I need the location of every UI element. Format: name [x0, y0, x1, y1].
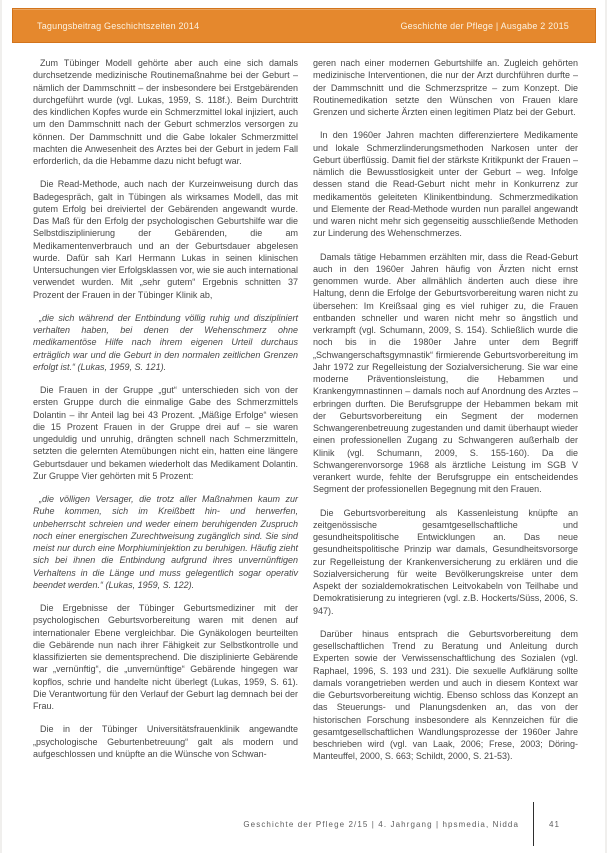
article-body	[33, 57, 579, 774]
page-footer	[243, 800, 575, 848]
body-paragraph: Darüber hinaus entsprach die Geburtsvorbereitung dem gesellschaftlichen Trend zu Beratung und Anleitung durch Experten sowie der Verwissenschaftlichung des Sozialen (vgl. Raphael, 1996, S. 193 und 231). Die sexuelle Aufklärung sollte damals vorangetrieben werden und auch in diesem Kontext war die Geburtsvorbereitung wichtig. Ebenso schloss das Konzept an das Steuerungs- und Planungsdenken an, das von der historischen Forschung insbesondere als Kennzeichen für die gesamtgesellschaftlichen Wandlungsprozesse der 1960er Jahre beschrieben wird (vgl. van Laak, 2006; Frese, 2003; Döring-Manteuffel, 2000, S. 663; Schildt, 2000, S. 21-53).	[313, 628, 578, 762]
body-paragraph: Die Frauen in der Gruppe „gut“ unterschieden sich von der ersten Gruppe durch die einmalige Gabe des Schmerzmittels Dolantin – ihr Anteil lag bei 43 Prozent. „Mäßige Erfolge“ wiesen die 15 Prozent Frauen in der Gruppe drei auf – sie waren ungeduldig und unruhig, drängten schnell nach Schmerzmitteln, setzten die gelernten Atemübungen nicht ein, hatten eine längere Geburtsdauer und bekamen wiederholt das Medikament Dolantin. Zur Gruppe Vier gehörten mit 5 Prozent:	[33, 385, 298, 481]
footer-divider	[533, 802, 534, 846]
body-paragraph: Damals tätige Hebammen erzählten mir, dass die Read-Geburt auch in den 1960er Jahren häufig von Ärzten nicht ernst genommen wurde. Aber allmählich änderten auch diese ihre Haltung, denn die Erfolge der Geburtsvorbereitung waren nicht zu übersehen: Im Kreißsaal ging es viel ruhiger zu, die Frauen entbanden schneller und waren nicht mehr so ängstlich und verkrampft (vgl. Schumann, 2009, S. 154). Schließlich wurde die noch bis in die 1980er Jahre unter dem Begriff „Schwangerschaftsgymnastik“ firmierende Geburtsvorbereitung im Jahr 1972 zur Regelleistung der Sozialversicherung. Sie war eine moderne Präventionsleistung, die Hebammen und Krankengymnastinnen – damals noch auf Anordnung des Arztes – erbringen durften. Die Berufsgruppe der Hebammen bekam mit der Geburtsvorbereitung ein Segment der modernen Schwangerenbetreuung zugestanden und damit überhaupt wieder einen professionellen Zugang zu Schwangeren außerhalb der Klinik (vgl. Schumann, 2009, S. 155-160). Da die Schwangerenvorsorge 1968 als ärztliche Leistung im SGB V verankert wurde, fehlte der Berufsgruppe ein entscheidendes Segment der professionellen Begegnung mit den Frauen.	[313, 251, 578, 495]
right-column	[313, 57, 578, 774]
footer-journal-line: Geschichte der Pflege 2/15 | 4. Jahrgang | hpsmedia, Nidda	[243, 819, 519, 829]
body-paragraph: Die Ergebnisse der Tübinger Geburtsmediziner mit der psychologischen Geburtsvorbereitung waren mit denen auf internationaler Ebene vergleichbar. Die Gynäkologen beurteilten die Gebärende nun nach ihrer Fähigkeit zur Selbstkontrolle und klassifizierten sie dementsprechend. Die disziplinierte Gebärende war „vernünftig“, die „unvernünftige“ Gebärende hingegen war kopflos, schrie und handelte nicht überlegt (Lukas, 1959, S. 61). Die Verantwortung für den Verlauf der Geburt lag demnach bei der Frau.	[33, 603, 298, 711]
body-paragraph: Zum Tübinger Modell gehörte aber auch eine sich damals durchsetzende medizinische Routinemaßnahme bei der Geburt – nämlich der Dammschnitt – der insbesondere bei Erstgebärenden durchgeführt wurde (vgl. Lukas, 1959, S. 118f.). Beim Durchtritt des kindlichen Kopfes wurde ein Schmerzmittel lokal injiziert, auch um den Dammschnitt nach der Geburt schmerzlos versorgen zu können. Der Dammschnitt und die Gabe lokaler Schmerzmittel machten die Anwesenheit des Arztes bei der Geburt in jedem Fall erforderlich, da die Hebamme dazu nicht befugt war.	[33, 58, 298, 166]
quote-paragraph: „die völligen Versager, die trotz aller Maßnahmen kaum zur Ruhe kommen, sich im Kreißbett hin- und herwerfen, unbeherrscht schreien und weder einem beruhigenden Zuspruch noch einer energischen Zurechtweisung zugänglich sind. Sie sind meist nur durch eine Morphiuminjektion zu beruhigen. Häufig zieht sich bei ihnen die Entbindung aufgrund ihres unvernünftigen Verhaltens in die Länge und muss gelegentlich sogar operativ beendet werden.“ (Lukas, 1959, S. 122).	[33, 494, 298, 590]
body-paragraph: Die in der Tübinger Universitätsfrauenklinik angewandte „psychologische Geburtenbetreuung“ galt als modern und aufgeschlossen und knüpfte an die Wünsche von Schwan-	[33, 724, 298, 759]
page-number: 41	[549, 819, 561, 829]
body-paragraph: In den 1960er Jahren machten differenziertere Medikamente und lokale Schmerzlinderungsmethoden Narkosen unter der Geburt überflüssig. Damit fiel der stärkste Kritikpunkt der Frauen – nämlich die Bewusstlosigkeit unter der Geburt – weg. Infolge dessen stand die Read-Geburt nicht mehr in Konkurrenz zur medikamentös geleiteten Klinikentbindung. Schmerzmedikation und Elemente der Read-Methode wurden nun parallel angewandt und waren nicht mehr sich gegenseitig ausschließende Methoden zur Linderung des Wehenschmerzes.	[313, 130, 578, 239]
body-paragraph: Die Geburtsvorbereitung als Kassenleistung knüpfte an zeitgenössische gesamtgesellschaftliche und gesundheitspolitische Entwicklungen an. Das neue gesundheitspolitische Prinzip war damals, Gesundheitsvorsorge zur Regelleistung der Krankenversicherung zu erklären und die Sozialversicherung für weite Bevölkerungskreise unter dem Aspekt der sozialdemokratischen Leitvokabeln von Teilhabe und Demokratisierung zu integrieren (vgl. z.B. Hockerts/Süss, 2006, S. 947).	[313, 507, 578, 616]
left-column	[33, 57, 298, 774]
page-header-bar	[12, 8, 596, 43]
header-left-label: Tagungsbeitrag Geschichtszeiten 2014	[37, 20, 200, 31]
header-right-label: Geschichte der Pflege | Ausgabe 2 2015	[400, 20, 569, 31]
body-paragraph: Die Read-Methode, auch nach der Kurzeinweisung durch das Badegespräch, galt in Tübingen als wirksames Modell, das mit gutem Erfolg bei dreiviertel der Gebärenden angewandt wurde. Das Maß für den Erfolg der psychologischen Geburtshilfe war die Selbstdisziplinierung der Gebärenden, die am Medikamentenverbrauch und an der Geburtsdauer abgelesen wurde. Dafür sah Karl Hermann Lukas in seinen klinischen Untersuchungen vier Erfolgsklassen vor, wie sie auch international verwendet wurden. Mit „sehr gutem“ Ergebnis schnitten 37 Prozent der Frauen in der Tübinger Klinik ab,	[33, 179, 298, 300]
quote-paragraph: „die sich während der Entbindung völlig ruhig und diszipliniert verhalten haben, bei denen der Wehenschmerz ohne medikamentöse Hilfe nach ihrem eigenen Urteil durchaus erträglich war und die Geburt in den normalen zeitlichen Grenzen erfolgt ist.“ (Lukas, 1959, S. 121).	[33, 312, 298, 372]
body-paragraph: geren nach einer modernen Geburtshilfe an. Zugleich gehörten medizinische Interventionen, die nur der Arzt durchführen durfte – der Dammschnitt und die Schmerzspritze – zum Konzept. Die Routinemedikation setzte den Wünschen von Frauen klare Grenzen und sicherte Ärzten einen legitimen Platz bei der Geburt.	[313, 58, 578, 117]
